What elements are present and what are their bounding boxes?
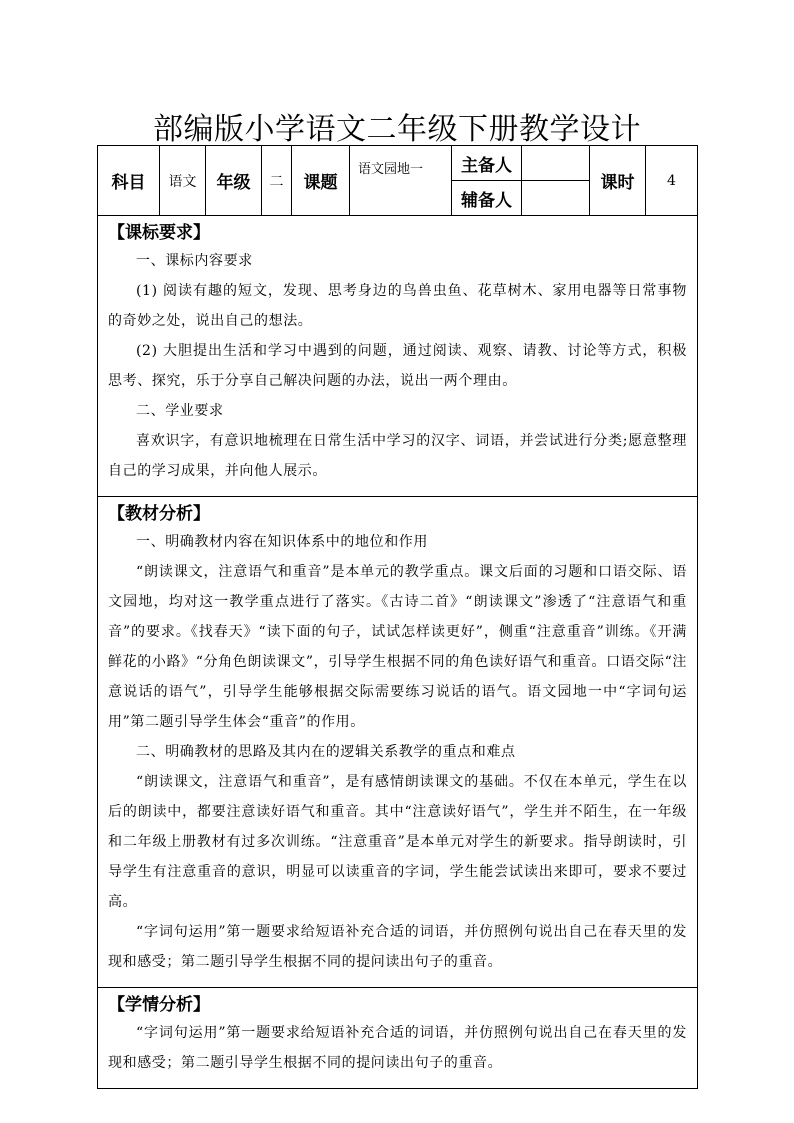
lesson-plan-table: [97, 145, 698, 1089]
page-title: 部编版小学语文二年级下册教学设计: [153, 112, 641, 147]
hours-value: 4: [646, 146, 698, 216]
learner-section: [98, 988, 698, 1089]
textbook-p3: 二、明确教材的思路及其内在的逻辑关系教学的重点和难点: [136, 744, 516, 760]
grade-value: 二: [262, 146, 292, 216]
learner-title: 【学情分析】: [108, 995, 210, 1015]
topic-label: 课题: [292, 146, 350, 216]
assistant-preparer-value: [522, 181, 590, 216]
curriculum-title: 【课标要求】: [108, 223, 210, 243]
textbook-title: 【教材分析】: [108, 504, 210, 524]
subject-label: 科目: [98, 146, 160, 216]
main-preparer-label: 主备人: [452, 146, 522, 181]
main-preparer-value: [522, 146, 590, 181]
textbook-p2: “朗读课文，注意语气和重音”是本单元的教学重点。课文后面的习题和口语交际、语文园地，均对这一教学重点进行了落实。《古诗二首》“朗读课文”渗透了“注意语气和重音”的要求。《找春天》“读下面的句子，试试怎样读更好”，侧重“注意重音”训练。《开满鲜花的小路》“分角色朗读课文”，引导学生根据不同的角色读好语气和重音。口语交际“注意说话的语气”，引导学生能够根据交际需要练习说话的语气。语文园地一中“字词句运用”第二题引导学生体会“重音”的作用。: [108, 564, 687, 730]
textbook-p4: “朗读课文，注意语气和重音”，是有感情朗读课文的基础。不仅在本单元，学生在以后的朗读中，都要注意读好语气和重音。其中“注意读好语气”，学生并不陌生，在一年级和二年级上册教材有过多次训练。“注意重音”是本单元对学生的新要求。指导朗读时，引导学生有注意重音的意识，明显可以读重音的字词，学生能尝试读出来即可，要求不要过高。: [108, 774, 687, 910]
assistant-preparer-label: 辅备人: [452, 181, 522, 216]
textbook-section: [98, 497, 698, 988]
textbook-p1: 一、明确教材内容在知识体系中的地位和作用: [136, 534, 428, 550]
hours-label: 课时: [590, 146, 646, 216]
learner-p1: “字词句运用”第一题要求给短语补充合适的词语，并仿照例句说出自己在春天里的发现和感受；第二题引导学生根据不同的提问读出句子的重音。: [108, 1025, 687, 1071]
topic-value: 语文园地一: [350, 146, 452, 216]
subject-value: 语文: [160, 146, 206, 216]
curriculum-p1: 一、课标内容要求: [136, 253, 253, 269]
grade-label: 年级: [206, 146, 262, 216]
curriculum-p4: 二、学业要求: [136, 403, 224, 419]
curriculum-p2: (1) 阅读有趣的短文，发现、思考身边的鸟兽虫鱼、花草树木、家用电器等日常事物的奇妙之处，说出自己的想法。: [108, 283, 687, 329]
curriculum-section: [98, 216, 698, 497]
curriculum-p5: 喜欢识字，有意识地梳理在日常生活中学习的汉字、词语，并尝试进行分类;愿意整理自己的学习成果，并向他人展示。: [108, 433, 687, 479]
textbook-p5: “字词句运用”第一题要求给短语补充合适的词语，并仿照例句说出自己在春天里的发现和感受；第二题引导学生根据不同的提问读出句子的重音。: [108, 924, 687, 970]
curriculum-p3: (2) 大胆提出生活和学习中遇到的问题，通过阅读、观察、请教、讨论等方式，积极思考、探究，乐于分享自己解决问题的办法，说出一两个理由。: [108, 343, 687, 389]
